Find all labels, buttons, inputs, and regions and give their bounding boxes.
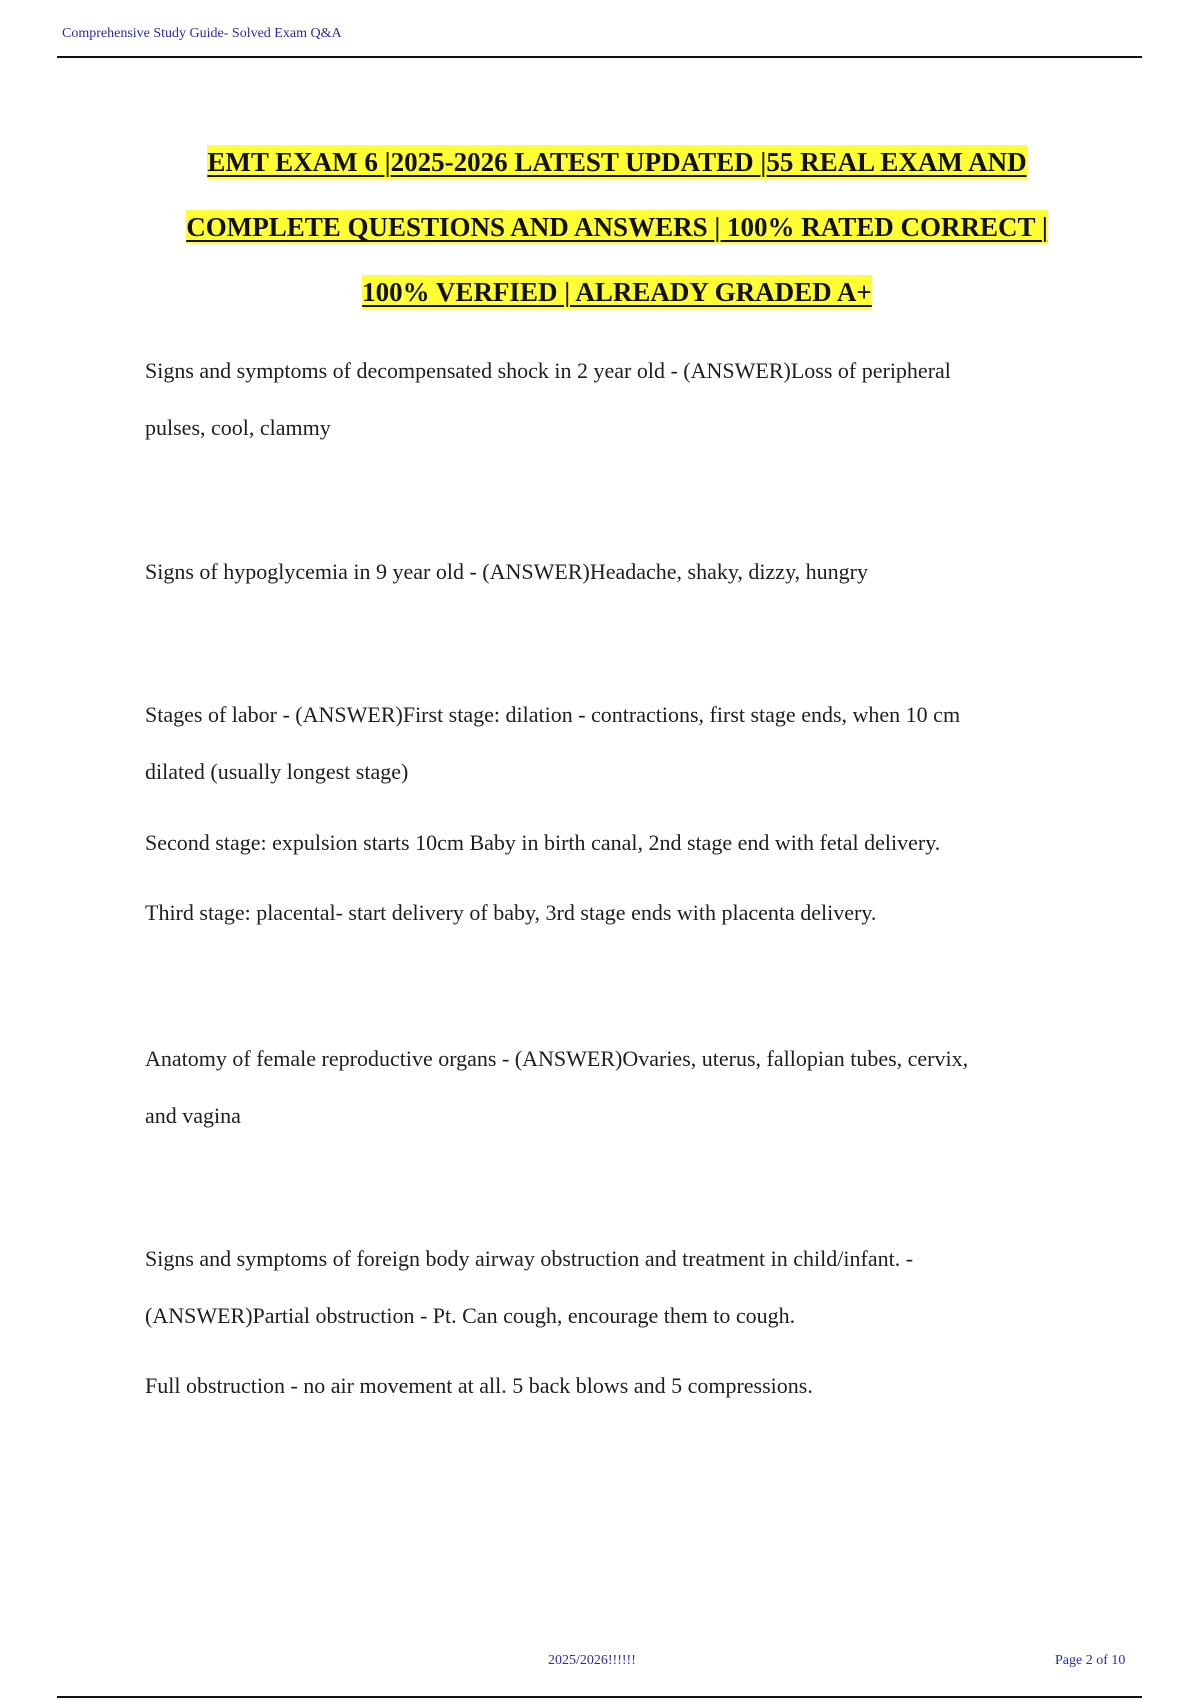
title-line-3-text: 100% VERFIED | ALREADY GRADED A+ [362, 277, 872, 307]
document-title [57, 140, 1177, 335]
qa-airway-question: Signs and symptoms of foreign body airway obstruction and treatment in child/infant. - [145, 1246, 914, 1271]
qa-labor-question: Stages of labor - (ANSWER)First stage: dilation - contractions, first stage ends, when 10 cm [145, 702, 961, 727]
header-divider [57, 56, 1142, 58]
qa-shock-question: Signs and symptoms of decompensated shock in 2 year old - (ANSWER)Loss of peripheral [145, 358, 951, 383]
qa-anatomy-answer-cont: and vagina [145, 1103, 241, 1128]
running-header: Comprehensive Study Guide- Solved Exam Q&A [62, 26, 342, 41]
qa-labor-third-stage: Third stage: placental- start delivery of baby, 3rd stage ends with placenta delivery. [145, 900, 877, 925]
title-line-1-text: EMT EXAM 6 |2025-2026 LATEST UPDATED |55 REAL EXAM AND [207, 147, 1027, 177]
title-line-2-text: COMPLETE QUESTIONS AND ANSWERS | 100% RATED CORRECT | [186, 212, 1048, 242]
qa-labor-answer-cont: dilated (usually longest stage) [145, 759, 409, 784]
title-line-2 [57, 205, 1177, 270]
qa-airway-partial: (ANSWER)Partial obstruction - Pt. Can cough, encourage them to cough. [145, 1303, 796, 1328]
qa-anatomy-question: Anatomy of female reproductive organs - (ANSWER)Ovaries, uterus, fallopian tubes, cervix, [145, 1046, 969, 1071]
qa-airway-full: Full obstruction - no air movement at all. 5 back blows and 5 compressions. [145, 1373, 813, 1398]
footer-year: 2025/2026!!!!!! [548, 1653, 636, 1668]
page-number: Page 2 of 10 [1055, 1653, 1126, 1668]
qa-labor-second-stage: Second stage: expulsion starts 10cm Baby in birth canal, 2nd stage end with fetal delivery. [145, 830, 941, 855]
title-line-3 [57, 270, 1177, 335]
qa-hypoglycemia: Signs of hypoglycemia in 9 year old - (ANSWER)Headache, shaky, dizzy, hungry [145, 559, 868, 584]
footer-divider [57, 1696, 1142, 1698]
title-line-1 [57, 140, 1177, 205]
qa-shock-answer-cont: pulses, cool, clammy [145, 415, 331, 440]
